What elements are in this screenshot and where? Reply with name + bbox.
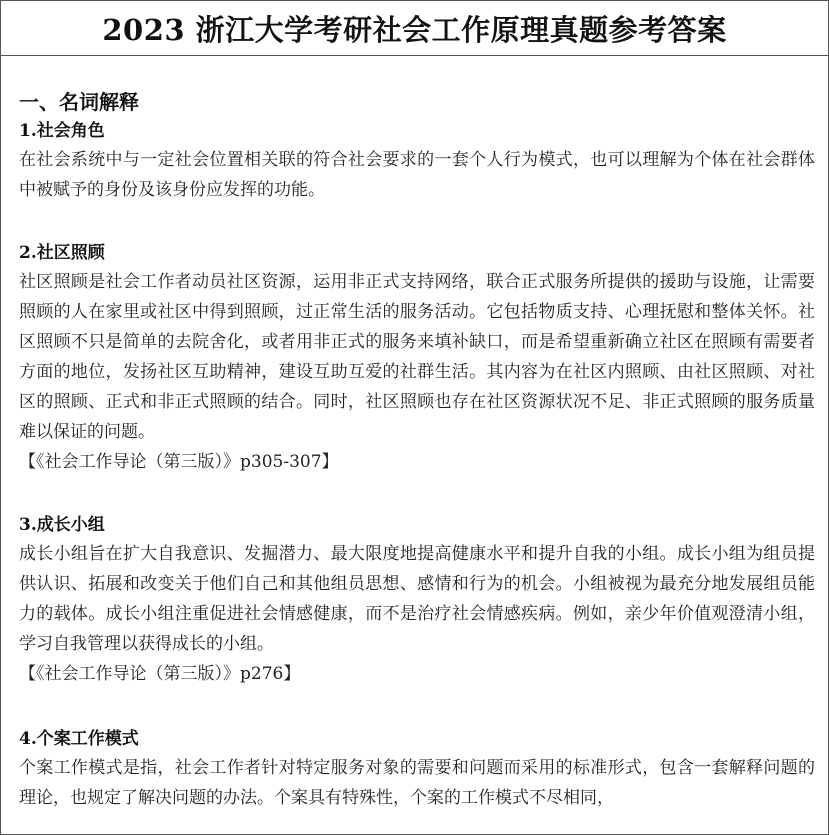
term-title: 1.社会角色 — [19, 121, 105, 141]
term-definition: 个案工作模式是指，社会工作者针对特定服务对象的需要和问题而采用的标准形式，包含一套解释问题的理论，也规定了解决问题的办法。个案具有特殊性，个案的工作模式不尽相同， — [19, 758, 815, 808]
document-content — [19, 87, 815, 813]
term-reference: 【《社会工作导论（第三版）》p305-307】 — [19, 452, 339, 472]
term-community-care — [19, 239, 815, 477]
term-casework-model — [19, 725, 815, 813]
spacer — [19, 477, 815, 511]
term-definition: 成长小组旨在扩大自我意识、发掘潜力、最大限度地提高健康水平和提升自我的小组。成长小组为组员提供认识、拓展和改变关于他们自己和其他组员思想、感情和行为的机会。小组被视为最充分地发展组员能力的载体。成长小组注重促进社会情感健康，而不是治疗社会情感疾病。例如，亲少年价值观澄清小组，学习自我管理以获得成长的小组。 — [19, 544, 815, 654]
term-definition: 社区照顾是社会工作者动员社区资源，运用非正式支持网络，联合正式服务所提供的援助与设施，让需要照顾的人在家里或社区中得到照顾，过正常生活的服务活动。它包括物质支持、心理抚慰和整体关怀。社区照顾不只是简单的去院舍化，或者用非正式的服务来填补缺口，而是希望重新确立社区在照顾有需要者方面的地位，发扬社区互助精神，建设互助互爱的社群生活。其内容为在社区内照顾、由社区照顾、对社区的照顾、正式和非正式照顾的结合。同时，社区照顾也存在社区资源状况不足、非正式照顾的服务质量难以保证的问题。 — [19, 272, 815, 442]
term-title: 3.成长小组 — [19, 515, 105, 535]
term-social-role — [19, 117, 815, 205]
term-reference: 【《社会工作导论（第三版）》p276】 — [19, 664, 301, 684]
term-title: 2.社区照顾 — [19, 243, 105, 263]
term-title: 4.个案工作模式 — [19, 729, 139, 749]
title-box — [1, 1, 828, 56]
spacer — [19, 205, 815, 239]
term-definition: 在社会系统中与一定社会位置相关联的符合社会要求的一套个人行为模式，也可以理解为个体在社会群体中被赋予的身份及该身份应发挥的功能。 — [19, 150, 815, 200]
section-heading: 一、名词解释 — [19, 90, 139, 114]
term-growth-group — [19, 511, 815, 689]
document-title: 2023 浙江大学考研社会工作原理真题参考答案 — [102, 12, 727, 47]
spacer — [19, 689, 815, 725]
